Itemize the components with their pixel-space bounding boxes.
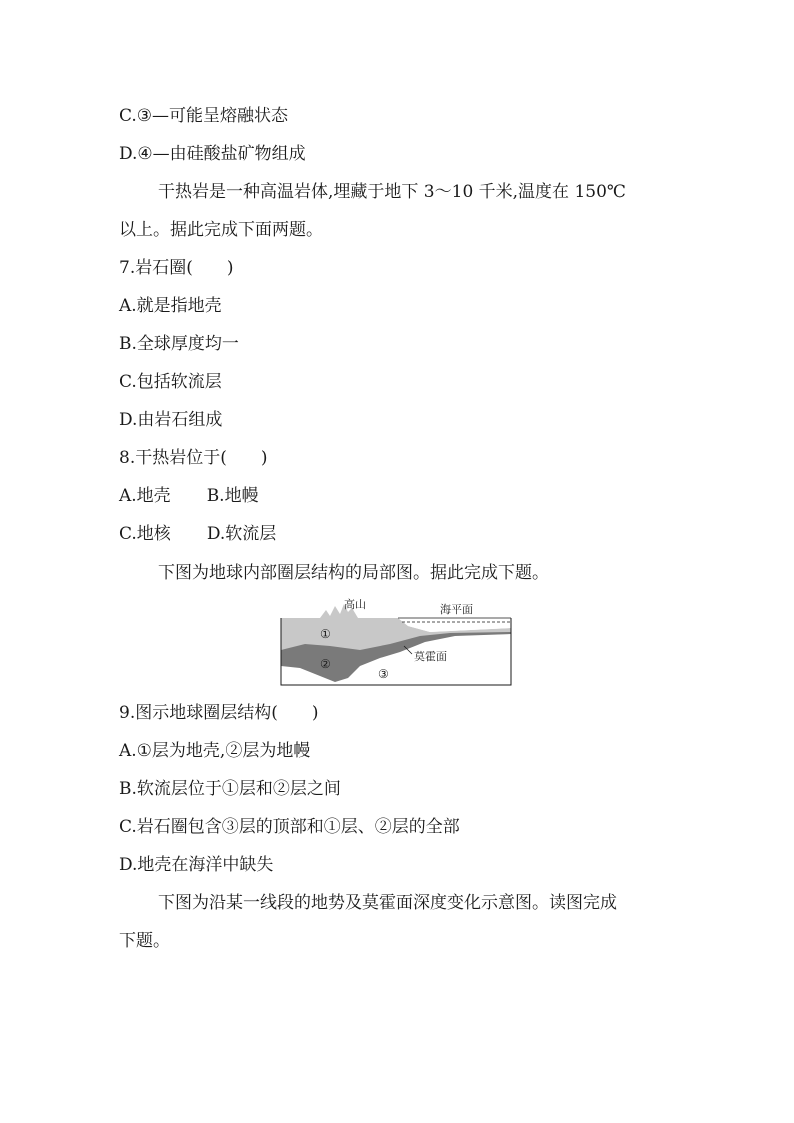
option-a: A.地壳: [119, 486, 171, 506]
question-8: 8.干热岩位于( ): [119, 448, 268, 468]
passage-text: 干热岩是一种高温岩体,埋藏于地下 3～10 千米,温度在 150℃: [158, 182, 626, 202]
label-layer2: ②: [320, 657, 331, 671]
option-line: D.④—由硅酸盐矿物组成: [119, 144, 306, 164]
passage-text: 下题。: [119, 931, 170, 951]
passage-text: 以上。据此完成下面两题。: [119, 220, 323, 240]
option-row: [119, 485, 259, 507]
option-line: A.①层为地壳,②层为地幔: [119, 741, 311, 761]
option-d: D.软流层: [206, 524, 277, 544]
option-line: A.就是指地壳: [119, 296, 222, 316]
option-line: C.包括软流层: [119, 372, 222, 392]
option-line: B.全球厚度均一: [119, 334, 239, 354]
option-line: C.岩石圈包含③层的顶部和①层、②层的全部: [119, 817, 460, 837]
option-line: D.由岩石组成: [119, 410, 223, 430]
option-c: C.地核: [119, 524, 171, 544]
earth-structure-figure: [280, 596, 512, 686]
question-7: 7.岩石圈( ): [119, 258, 234, 278]
option-line: D.地壳在海洋中缺失: [119, 855, 274, 875]
label-moho: 莫霍面: [414, 650, 447, 663]
option-b: B.地幔: [206, 486, 259, 506]
option-row: [119, 523, 276, 545]
question-9: 9.图示地球圈层结构( ): [119, 703, 319, 723]
passage-text: 下图为地球内部圈层结构的局部图。据此完成下题。: [158, 563, 549, 583]
label-sea-level: 海平面: [440, 603, 473, 616]
option-line: B.软流层位于①层和②层之间: [119, 779, 341, 799]
option-line: C.③—可能呈熔融状态: [119, 106, 289, 126]
label-layer1: ①: [320, 627, 331, 641]
passage-text: 下图为沿某一线段的地势及莫霍面深度变化示意图。读图完成: [158, 893, 617, 913]
label-layer3: ③: [378, 667, 389, 681]
label-mountain: 高山: [344, 598, 366, 611]
